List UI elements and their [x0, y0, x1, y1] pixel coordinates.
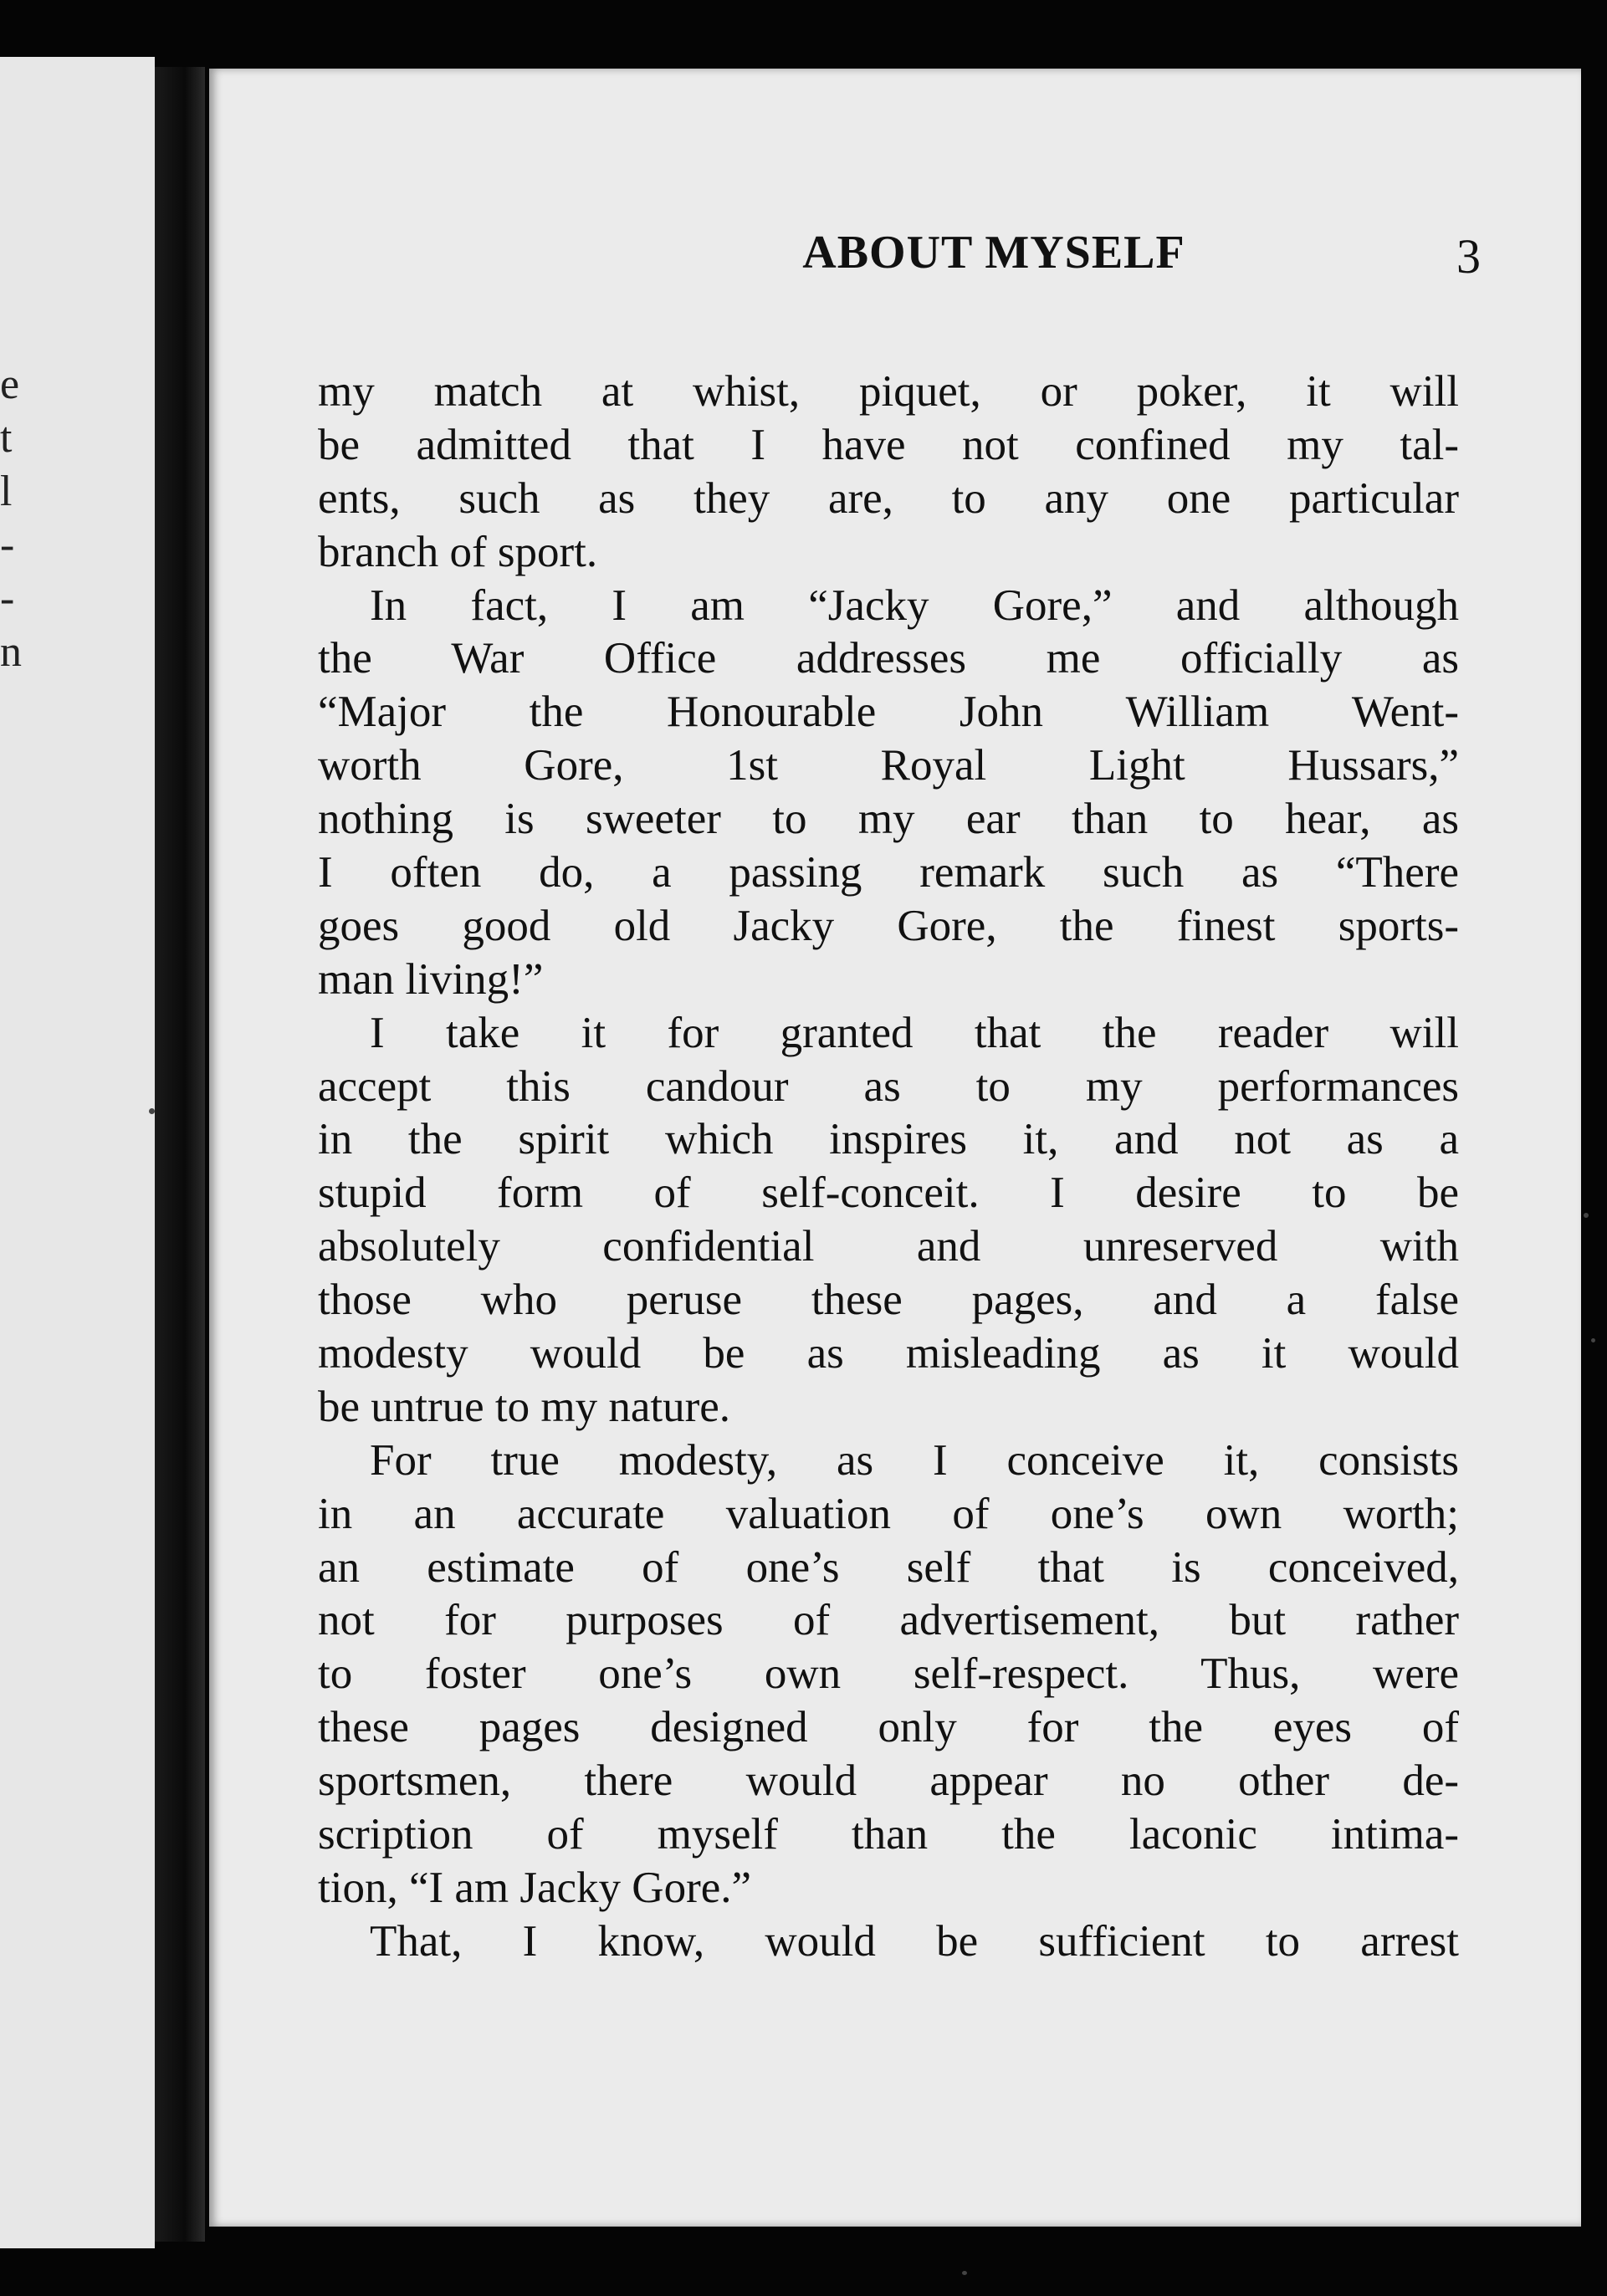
- text-line: sportsmen, there would appear no other de-: [318, 1757, 1459, 1806]
- body-text: [318, 366, 1459, 1969]
- text-line: these pages designed only for the eyes of: [318, 1703, 1459, 1752]
- text-line: not for purposes of advertisement, but rather: [318, 1596, 1459, 1645]
- text-line: ents, such as they are, to any one particular: [318, 473, 1459, 523]
- text-line: my match at whist, piquet, or poker, it will: [318, 367, 1459, 416]
- text-line: in an accurate valuation of one’s own worth;: [318, 1489, 1459, 1538]
- text-line: absolutely confidential and unreserved with: [318, 1222, 1459, 1271]
- left-page-fragment: -: [0, 575, 15, 622]
- scan-speck: [1591, 1338, 1595, 1342]
- text-line: “Major the Honourable John William Went-: [318, 688, 1459, 737]
- paragraph: [318, 1434, 1459, 1915]
- page-number: 3: [1456, 229, 1481, 284]
- left-page-text-fragments: [0, 358, 25, 679]
- text-line: be untrue to my nature.: [318, 1382, 731, 1431]
- left-page-fragment: l: [0, 468, 13, 515]
- text-line: man living!”: [318, 954, 544, 1004]
- book-page: [209, 69, 1581, 2227]
- text-line: tion, “I am Jacky Gore.”: [318, 1863, 752, 1912]
- left-page-fragment: e: [0, 361, 20, 408]
- text-line: an estimate of one’s self that is conceived,: [318, 1542, 1459, 1592]
- text-line: I take it for granted that the reader will: [370, 1008, 1459, 1057]
- text-line: to foster one’s own self-respect. Thus, were: [318, 1649, 1459, 1699]
- paragraph: [318, 580, 1459, 1007]
- text-line: stupid form of self-conceit. I desire to be: [318, 1168, 1459, 1218]
- text-line: those who peruse these pages, and a false: [318, 1276, 1459, 1325]
- running-title: ABOUT MYSELF: [802, 227, 1185, 279]
- paragraph: [318, 1915, 1459, 1969]
- scan-speck: [962, 2271, 967, 2275]
- text-line: scription of myself than the laconic intima-: [318, 1810, 1459, 1859]
- text-line: In fact, I am “Jacky Gore,” and although: [370, 580, 1459, 630]
- scan-speck: [149, 1108, 155, 1114]
- text-line: the War Office addresses me officially as: [318, 634, 1459, 683]
- left-page-fragment: -: [0, 521, 15, 569]
- running-head: [576, 215, 1481, 290]
- text-line: nothing is sweeter to my ear than to hear, as: [318, 795, 1459, 844]
- left-page-fragment: t: [0, 414, 13, 462]
- left-facing-page-edge: [0, 57, 155, 2248]
- text-line: modesty would be as misleading as it would: [318, 1329, 1459, 1378]
- paragraph: [318, 366, 1459, 580]
- text-line: in the spirit which inspires it, and not as a: [318, 1115, 1459, 1164]
- text-line: accept this candour as to my performances: [318, 1061, 1459, 1111]
- text-line: branch of sport.: [318, 527, 598, 576]
- paragraph: [318, 1007, 1459, 1434]
- text-line: I often do, a passing remark such as “There: [318, 848, 1459, 897]
- text-line: That, I know, would be sufficient to arrest: [370, 1916, 1459, 1966]
- book-gutter: [155, 67, 205, 2242]
- left-page-fragment: n: [0, 628, 22, 676]
- scan-speck: [1584, 1213, 1589, 1218]
- text-line: worth Gore, 1st Royal Light Hussars,”: [318, 741, 1459, 790]
- text-line: be admitted that I have not confined my tal-: [318, 420, 1459, 469]
- text-line: For true modesty, as I conceive it, consists: [370, 1435, 1459, 1485]
- text-line: goes good old Jacky Gore, the finest sports-: [318, 901, 1459, 950]
